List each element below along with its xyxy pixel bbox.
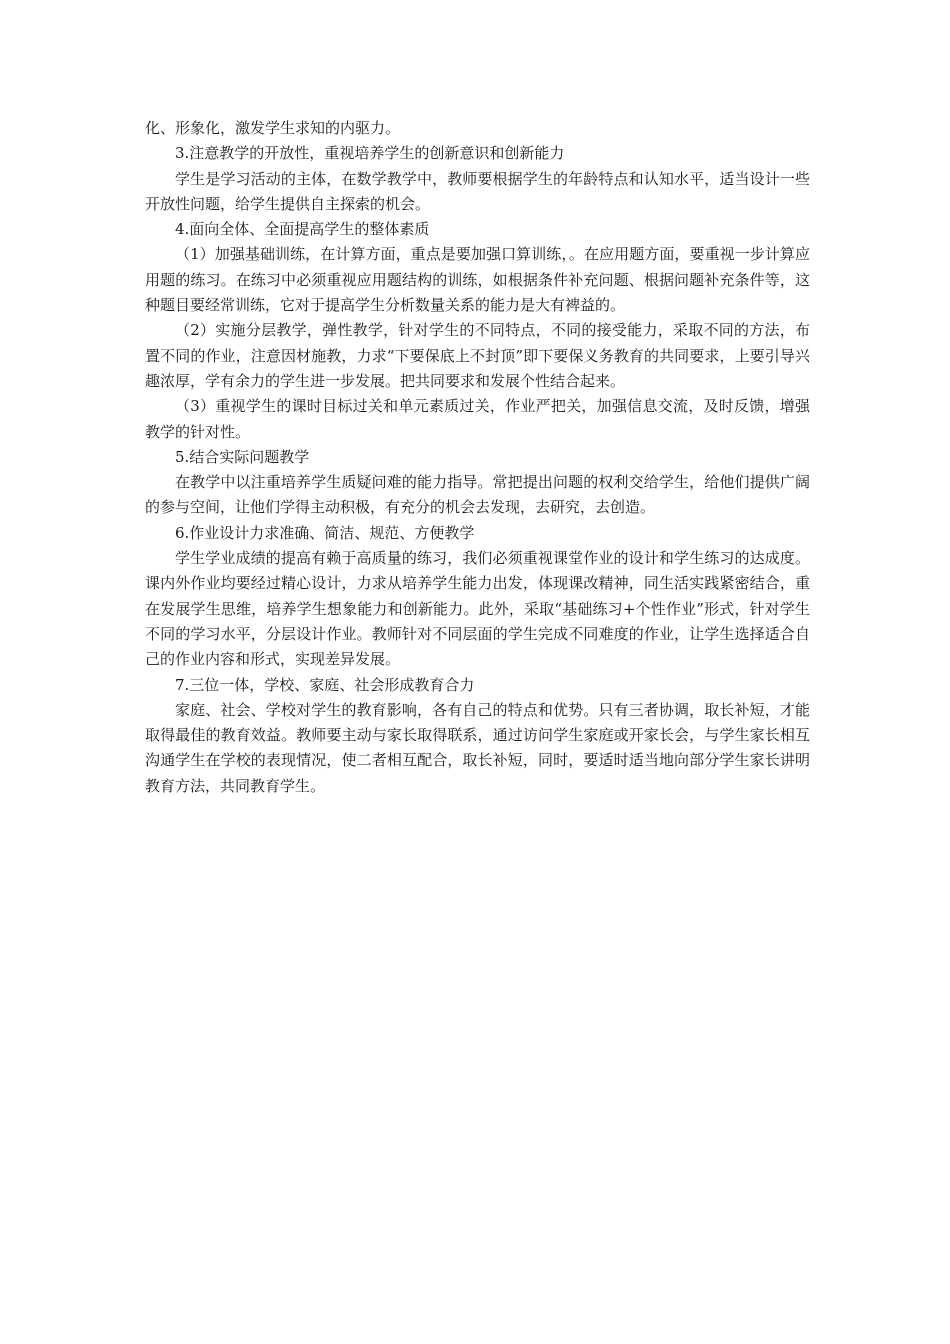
section-heading-6: 6.作业设计力求准确、简洁、规范、方便教学: [175, 523, 475, 542]
section-heading-3: 3.注意教学的开放性，重视培养学生的创新意识和创新能力: [175, 144, 565, 163]
section-heading-5: 5.结合实际问题教学: [175, 447, 310, 466]
paragraph-continued: 化、形象化，激发学生求知的内驱力。: [145, 119, 401, 137]
sub-item-2: （2）实施分层教学，弹性教学，针对学生的不同特点，不同的接受能力，采取不同的方法，布置不同的作业，注意因材施教，力求“下要保底上不封顶”即下要保义务教育的共同要求，上要引导兴趣浓厚，学有余力的学生进一步发展。把共同要求和发展个性结合起来。: [145, 321, 810, 390]
document-page: [145, 116, 810, 799]
sub-item-3: （3）重视学生的课时目标过关和单元素质过关，作业严把关，加强信息交流，及时反馈，增强教学的针对性。: [145, 397, 810, 441]
section-heading-7: 7.三位一体，学校、家庭、社会形成教育合力: [175, 675, 475, 694]
paragraph-body: 家庭、社会、学校对学生的教育影响，各有自己的特点和优势。只有三者协调，取长补短，才能取得最佳的教育效益。教师要主动与家长取得联系，通过访问学生家庭或开家长会，与学生家长相互沟通学生在学校的表现情况，使二者相互配合，取长补短，同时，要适时适当地向部分学生家长讲明教育方法，共同教育学生。: [145, 700, 810, 795]
paragraph-body: 学生学业成绩的提高有赖于高质量的练习，我们必须重视课堂作业的设计和学生练习的达成度。课内外作业均要经过精心设计，力求从培养学生能力出发，体现课改精神，同生活实践紧密结合，重在发展学生思维，培养学生想象能力和创新能力。此外，采取“基础练习+个性作业”形式，针对学生不同的学习水平，分层设计作业。教师针对不同层面的学生完成不同难度的作业，让学生选择适合自己的作业内容和形式，实现差异发展。: [145, 549, 810, 669]
paragraph-body: 学生是学习活动的主体，在数学教学中，教师要根据学生的年龄特点和认知水平，适当设计一些开放性问题，给学生提供自主探索的机会。: [145, 169, 810, 213]
section-heading-4: 4.面向全体、全面提高学生的整体素质: [175, 220, 430, 239]
paragraph-body: 在教学中以注重培养学生质疑问难的能力指导。常把提出问题的权利交给学生，给他们提供广阔的参与空间，让他们学得主动积极，有充分的机会去发现，去研究，去创造。: [145, 473, 810, 517]
sub-item-1: （1）加强基础训练，在计算方面，重点是要加强口算训练，。在应用题方面，要重视一步计算应用题的练习。在练习中必须重视应用题结构的训练，如根据条件补充问题、根据问题补充条件等，这种题目要经常训练，它对于提高学生分析数量关系的能力是大有裨益的。: [145, 245, 810, 315]
